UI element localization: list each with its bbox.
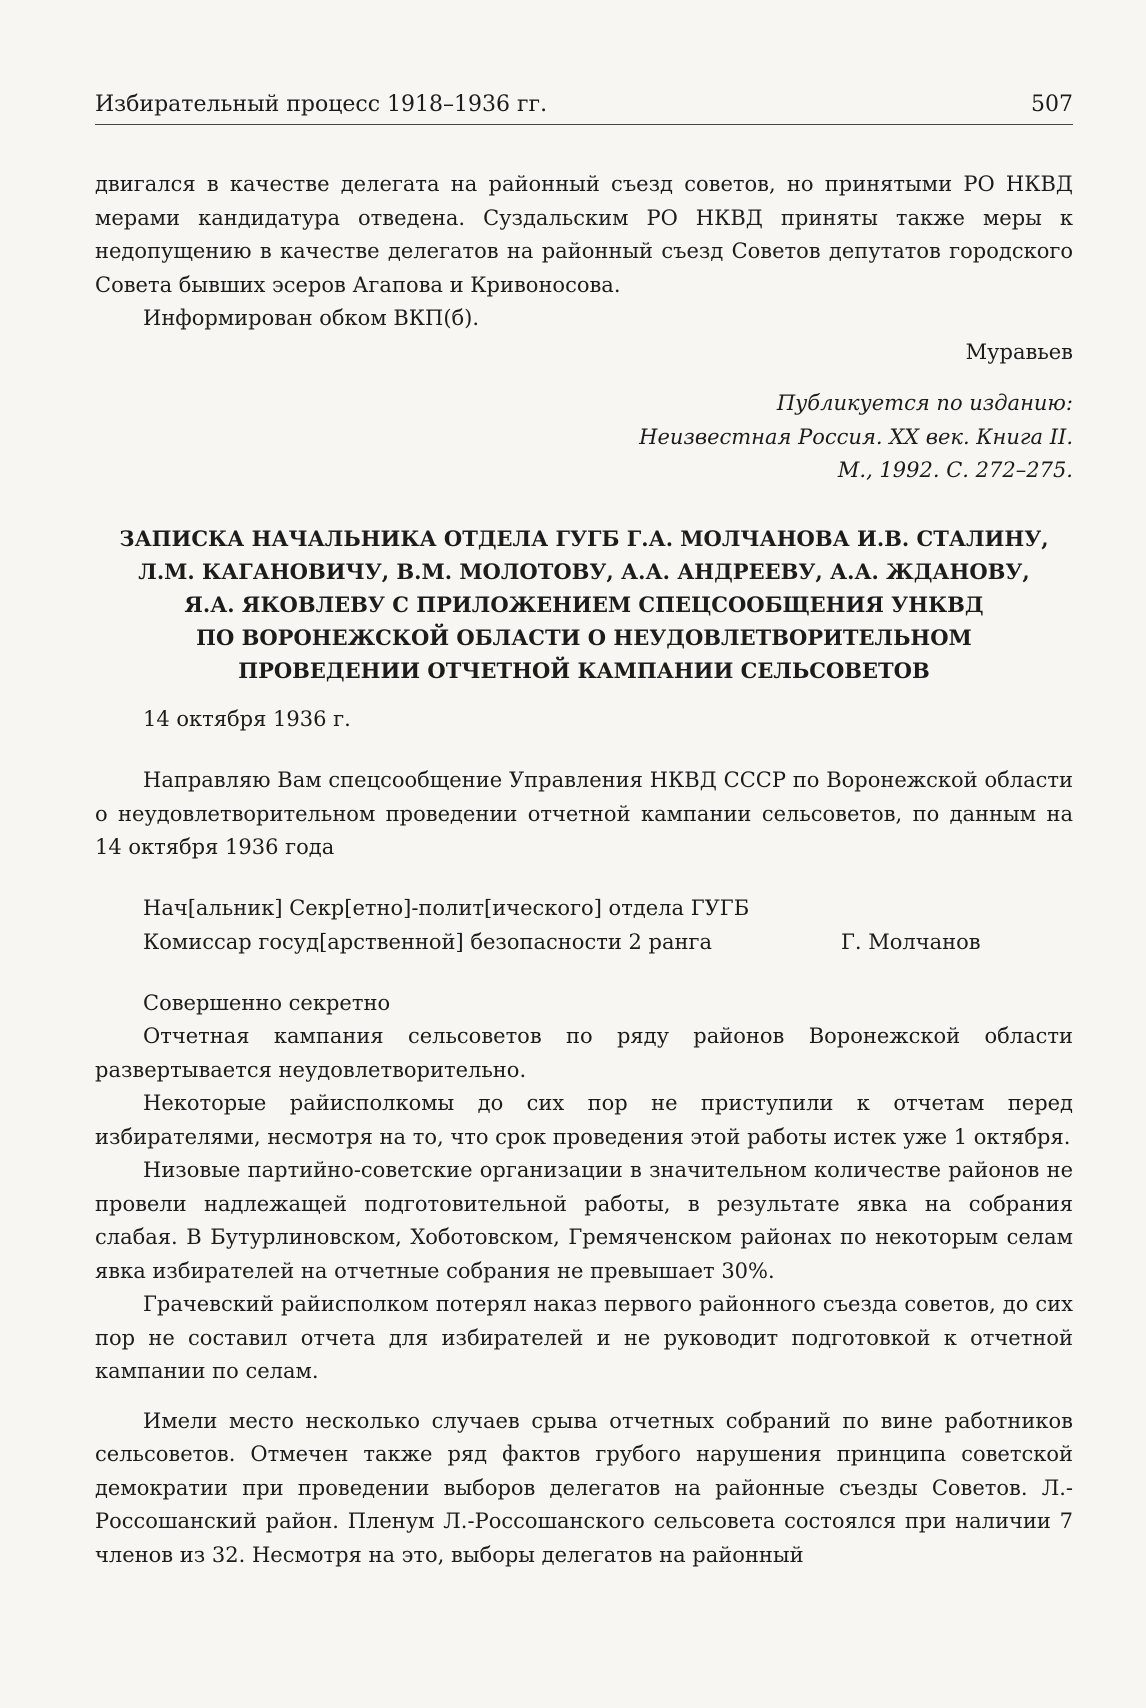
body-paragraph: Грачевский райисполком потерял наказ первого районного съезда советов, до сих пор не составил отчета для избирателей и не руководит подготовкой к отчетной кампании по селам. (95, 1292, 1073, 1383)
intro-paragraph: двигался в качестве делегата на районный съезд советов, но принятыми РО НКВД мерами кандидатура отведена. Суздальским РО НКВД приняты также меры к недопущению в качестве делегатов на районный съезд Советов депутатов городского Совета бывших эсеров Агапова и Кривоносова. (95, 172, 1073, 297)
signature-rank-row (143, 925, 1073, 959)
signature-position: Нач[альник] Секр[етно]-полит[ического] отдела ГУГБ (143, 895, 750, 920)
book-page (95, 0, 1073, 1708)
document-date: 14 октября 1936 г. (143, 706, 351, 731)
signature-name: Г. Молчанов (841, 929, 981, 954)
page-body (95, 168, 1073, 1572)
body-paragraph: Отчетная кампания сельсоветов по ряду районов Воронежской области развертывается неудовлетворительно. (95, 1024, 1073, 1082)
signature-block (95, 891, 1073, 959)
title-line: ПРОВЕДЕНИИ ОТЧЕТНОЙ КАМПАНИИ СЕЛЬСОВЕТОВ (238, 657, 930, 683)
body-paragraph: Имели место несколько случаев срыва отчетных собраний по вине работников сельсоветов. Отмечен также ряд фактов грубого нарушения принципа советской демократии при проведении выборов делегатов на районные съезды Советов. Л.-Россошанский район. Пленум Л.-Россошанского сельсовета состоялся при наличии 7 членов из 32. Несмотря на это, выборы делегатов на районный (95, 1408, 1073, 1567)
page-number: 507 (1031, 92, 1073, 117)
body-paragraph: Низовые партийно-советские организации в значительном количестве районов не провели надлежащей подготовительной работы, в результате явка на собрания слабая. В Бутурлиновском, Хоботовском, Гремяченском районах по некоторым селам явка избирателей на отчетные собрания не превышает 30%. (95, 1158, 1073, 1283)
informed-line: Информирован обком ВКП(б). (143, 306, 480, 330)
source-line-3: М., 1992. С. 272–275. (837, 458, 1073, 482)
running-header (95, 92, 1073, 125)
title-line: Л.М. КАГАНОВИЧУ, В.М. МОЛОТОВУ, А.А. АНДРЕЕВУ, А.А. ЖДАНОВУ, (138, 558, 1030, 584)
body-paragraph: Некоторые райисполкомы до сих пор не приступили к отчетам перед избирателями, несмотря на то, что срок проведения этой работы истек уже 1 октября. (95, 1091, 1073, 1149)
source-line-2: Неизвестная Россия. XX век. Книга II. (639, 424, 1073, 449)
title-line: Я.А. ЯКОВЛЕВУ С ПРИЛОЖЕНИЕМ СПЕЦСООБЩЕНИЯ УНКВД (184, 591, 984, 617)
classification-label: Совершенно секретно (143, 990, 391, 1015)
signature-muravyev: Муравьев (965, 339, 1073, 364)
title-line: ЗАПИСКА НАЧАЛЬНИКА ОТДЕЛА ГУГБ Г.А. МОЛЧАНОВА И.В. СТАЛИНУ, (119, 525, 1049, 551)
document-title (95, 522, 1073, 687)
cover-text: Направляю Вам спецсообщение Управления НКВД СССР по Воронежской области о неудовлетворительном проведении отчетной кампании сельсоветов, по данным на 14 октября 1936 года (95, 768, 1073, 859)
source-line-1: Публикуется по изданию: (776, 391, 1073, 415)
signature-rank: Комиссар госуд[арственной] безопасности 2 ранга (143, 929, 713, 954)
header-title: Избирательный процесс 1918–1936 гг. (95, 92, 548, 117)
title-line: ПО ВОРОНЕЖСКОЙ ОБЛАСТИ О НЕУДОВЛЕТВОРИТЕЛЬНОМ (196, 624, 972, 650)
